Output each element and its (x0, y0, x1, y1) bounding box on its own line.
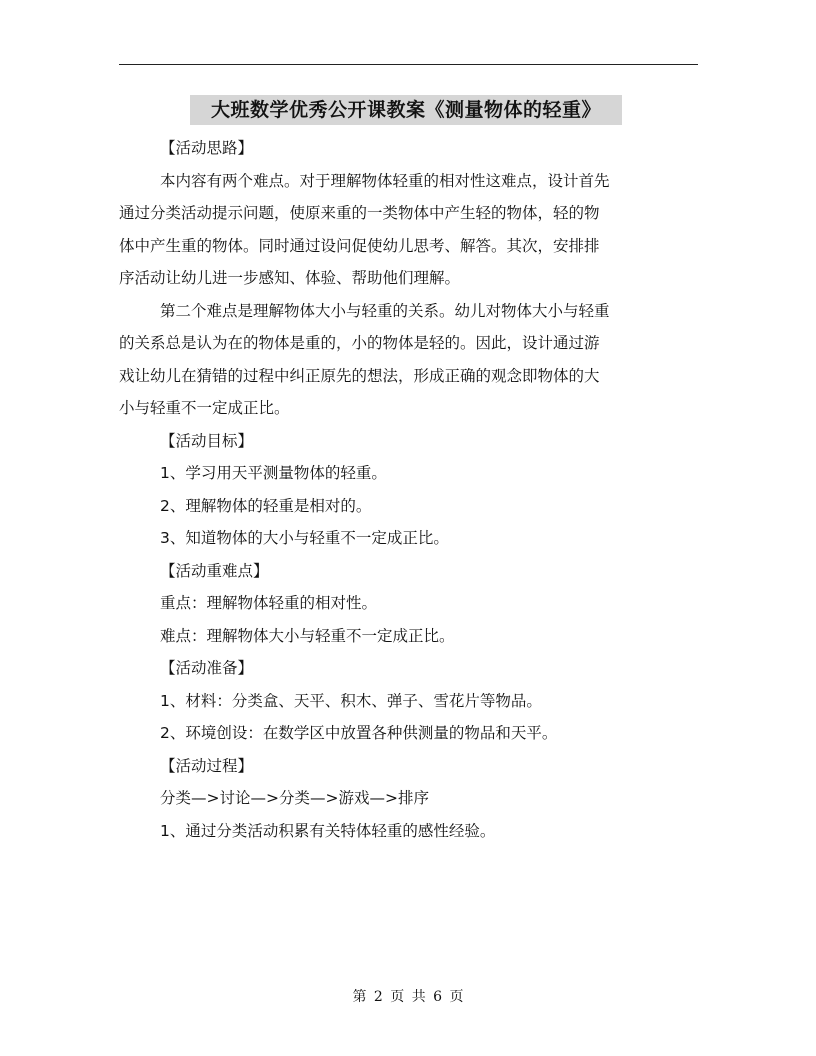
page-footer: 第 2 页 共 6 页 (352, 989, 464, 1005)
paragraph-line: 本内容有两个难点。对于理解物体轻重的相对性这难点，设计首先 (160, 171, 610, 190)
document-body (119, 132, 700, 847)
section-heading-preparation: 【活动准备】 (160, 659, 254, 677)
paragraph-line: 通过分类活动提示问题，使原来重的一类物体中产生轻的物体，轻的物 (119, 204, 600, 222)
preparation-item: 2、环境创设：在数学区中放置各种供测量的物品和天平。 (160, 724, 558, 742)
key-point: 重点：理解物体轻重的相对性。 (160, 594, 378, 612)
paragraph-line: 戏让幼儿在猜错的过程中纠正原先的想法，形成正确的观念即物体的大 (119, 366, 600, 385)
process-step: 1、通过分类活动积累有关特体轻重的感性经验。 (160, 821, 496, 840)
paragraph-idea-2 (119, 295, 700, 425)
section-heading-idea: 【活动思路】 (160, 139, 254, 157)
paragraph-line: 体中产生重的物体。同时通过设问促使幼儿思考、解答。其次，安排排 (119, 236, 600, 255)
paragraph-line: 第二个难点是理解物体大小与轻重的关系。幼儿对物体大小与轻重 (160, 301, 610, 320)
section-heading-goals: 【活动目标】 (160, 431, 254, 450)
header-rule (119, 64, 698, 65)
paragraph-line: 的关系总是认为在的物体是重的，小的物体是轻的。因此，设计通过游 (119, 334, 600, 352)
paragraph-line: 序活动让幼儿进一步感知、体验、帮助他们理解。 (119, 269, 461, 287)
section-heading-process: 【活动过程】 (160, 756, 254, 775)
paragraph-line: 小与轻重不一定成正比。 (119, 399, 290, 417)
goal-item: 3、知道物体的大小与轻重不一定成正比。 (160, 529, 449, 547)
section-heading-key-points: 【活动重难点】 (160, 561, 269, 580)
difficult-point: 难点：理解物体大小与轻重不一定成正比。 (160, 626, 455, 645)
goal-item: 2、理解物体的轻重是相对的。 (160, 496, 372, 515)
preparation-item: 1、材料：分类盒、天平、积木、弹子、雪花片等物品。 (160, 691, 542, 710)
paragraph-idea-1 (119, 165, 700, 295)
document-title: 大班数学优秀公开课教案《测量物体的轻重》 (190, 95, 622, 125)
process-flow: 分类—>讨论—>分类—>游戏—>排序 (160, 789, 429, 807)
goal-item: 1、学习用天平测量物体的轻重。 (160, 464, 387, 482)
